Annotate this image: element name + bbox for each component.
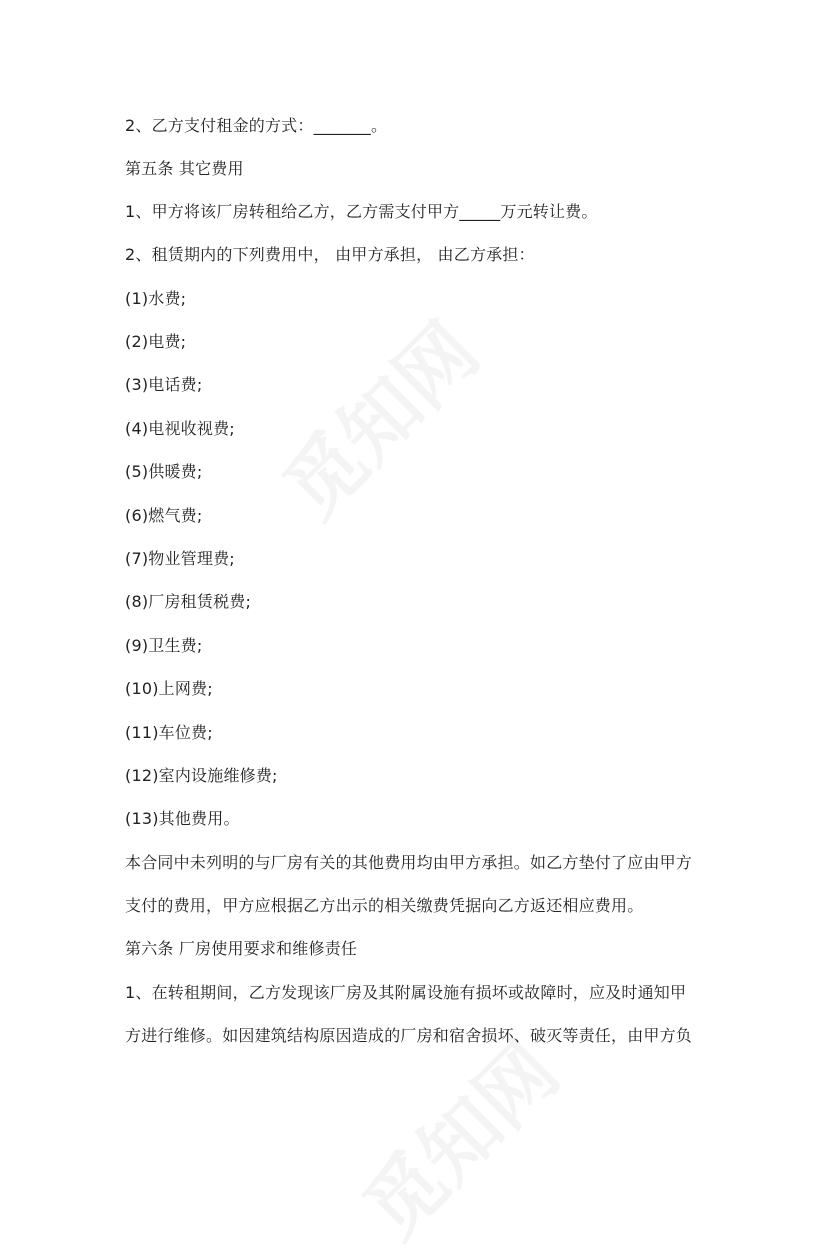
- fee-item: (13)其他费用。: [125, 809, 240, 828]
- section-heading-article-5: 第五条 其它费用: [125, 159, 244, 178]
- fee-item: (2)电费;: [125, 332, 187, 351]
- fee-item: (7)物业管理费;: [125, 549, 235, 568]
- paragraph-line: 支付的费用，甲方应根据乙方出示的相关缴费凭据向乙方返还相应费用。: [125, 896, 644, 915]
- clause-rent-payment-method: 2、乙方支付租金的方式：_______。: [125, 116, 388, 135]
- fee-item: (12)室内设施维修费;: [125, 766, 278, 785]
- fee-item: (4)电视收视费;: [125, 419, 235, 438]
- paragraph-line: 1、在转租期间，乙方发现该厂房及其附属设施有损坏或故障时，应及时通知甲: [125, 983, 687, 1002]
- fee-item: (3)电话费;: [125, 375, 203, 394]
- fee-item: (1)水费;: [125, 289, 187, 308]
- paragraph-line: 本合同中未列明的与厂房有关的其他费用均由甲方承担。如乙方垫付了应由甲方: [125, 853, 693, 872]
- clause-fee-allocation: 2、租赁期内的下列费用中， 由甲方承担， 由乙方承担：: [125, 245, 535, 264]
- fee-item: (5)供暖费;: [125, 462, 203, 481]
- watermark: [335, 1014, 580, 1258]
- fee-item: (11)车位费;: [125, 723, 213, 742]
- fee-item: (6)燃气费;: [125, 506, 203, 525]
- section-heading-article-6: 第六条 厂房使用要求和维修责任: [125, 939, 358, 958]
- fee-item: (9)卫生费;: [125, 636, 203, 655]
- fee-item: (8)厂房租赁税费;: [125, 592, 252, 611]
- fee-item: (10)上网费;: [125, 679, 213, 698]
- paragraph-line: 方进行维修。如因建筑结构原因造成的厂房和宿舍损坏、破灭等责任，由甲方负: [125, 1026, 693, 1045]
- clause-transfer-fee: 1、甲方将该厂房转租给乙方，乙方需支付甲方_____万元转让费。: [125, 202, 598, 221]
